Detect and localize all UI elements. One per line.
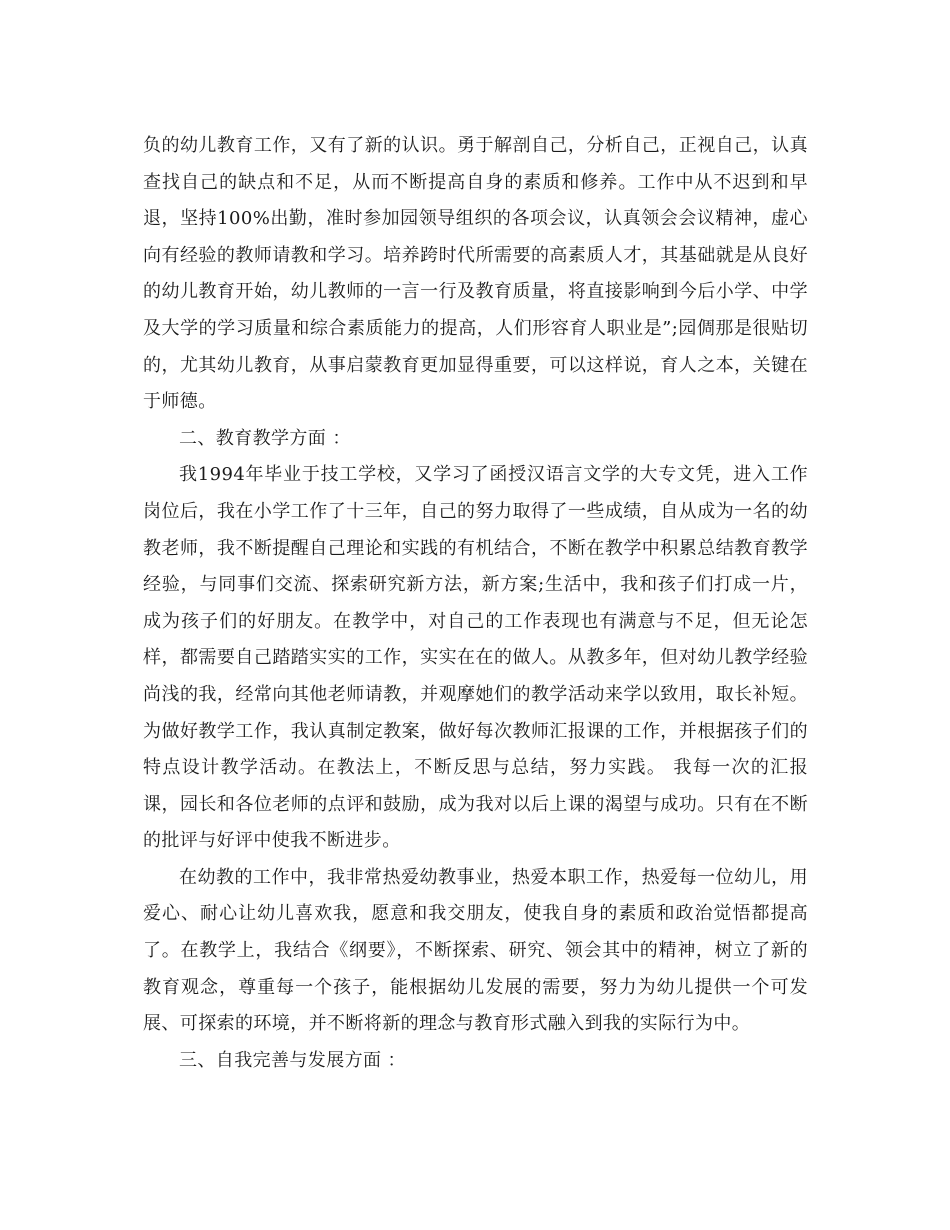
document-body (143, 128, 808, 1079)
section-heading-self-improvement: 三、自我完善与发展方面 ： (179, 1049, 406, 1071)
paragraph-continued: 负的幼儿教育工作，又有了新的认识。勇于解剖自己，分析自己，正视自己，认真查找自己的缺点和不足，从而不断提高自身的素质和修养。工作中从不迟到和早退，坚持100%出勤，准时参加园领导组织的各项会议，认真领会会议精神，虚心向有经验的教师请教和学习。培养跨时代所需要的高素质人才，其基础就是从良好的幼儿教育开始，幼儿教师的一言一行及教育质量，将直接影响到今后小学、中学及大学的学习质量和综合素质能力的提高，人们形容育人职业是”;园倜那是很贴切的，尤其幼儿教育，从事启蒙教育更加显得重要，可以这样说，育人之本，关键在于师德。 (143, 135, 808, 413)
paragraph-love-of-work: 在幼教的工作中，我非常热爱幼教事业，热爱本职工作，热爱每一位幼儿，用爱心、耐心让幼儿喜欢我，愿意和我交朋友，使我自身的素质和政治觉悟都提高了。在教学上，我结合《纲要》，不断探索、研究、领会其中的精神，树立了新的教育观念，尊重每一个孩子，能根据幼儿发展的需要，努力为幼儿提供一个可发展、可探索的环境，并不断将新的理念与教育形式融入到我的实际行为中。 (143, 866, 808, 1035)
paragraph-teaching: 我1994年毕业于技工学校，又学习了函授汉语言文学的大专文凭，进入工作岗位后，我在小学工作了十三年，自己的努力取得了一些成绩，自从成为一名的幼教老师，我不断提醒自己理论和实践的有机结合，不断在教学中积累总结教育教学经验，与同事们交流、探索研究新方法，新方案;生活中，我和孩子们打成一片，成为孩子们的好朋友。在教学中，对自己的工作表现也有满意与不足，但无论怎样，都需要自己踏踏实实的工作，实实在在的做人。从教多年，但对幼儿教学经验尚浅的我，经常向其他老师请教，并观摩她们的教学活动来学以致用，取长补短。为做好教学工作，我认真制定教案，做好每次教师汇报课的工作，并根据孩子们的特点设计教学活动。在教法上，不断反思与总结，努力实践。 我每一次的汇报课，园长和各位老师的点评和鼓励，成为我对以后上课的渴望与成功。只有在不断的批评与好评中使我不断进步。 (143, 464, 808, 852)
section-heading-teaching: 二、教育教学方面 ： (179, 427, 351, 449)
